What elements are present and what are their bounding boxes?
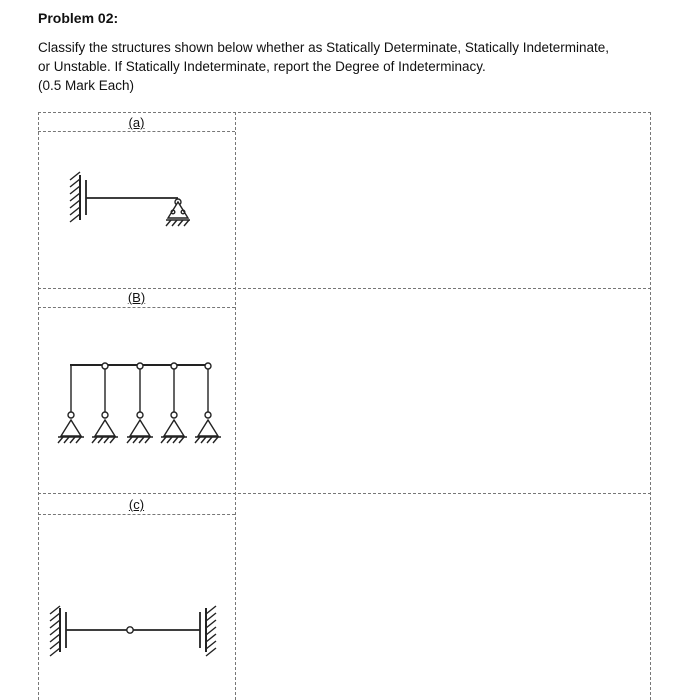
internal-hinge-c <box>127 627 133 633</box>
structure-c <box>50 606 216 656</box>
instruction-line-2: or Unstable. If Statically Indeterminate, report the Degree of Indeterminacy. <box>38 59 486 74</box>
pin-support-a <box>166 199 190 226</box>
column-b-2 <box>92 363 118 443</box>
part-b-label: (B) <box>127 290 146 305</box>
part-a-label: (a) <box>128 115 145 130</box>
marks-note: (0.5 Mark Each) <box>38 78 135 93</box>
part-c-label: (c) <box>128 497 145 512</box>
fixed-wall-c-right <box>200 606 216 656</box>
instruction-line-1: Classify the structures shown below whether as Statically Determinate, Statically Indeterminate, <box>38 40 610 55</box>
column-b-3 <box>127 363 153 443</box>
structure-a <box>70 172 190 226</box>
fixed-wall-a <box>70 172 80 222</box>
column-b-4 <box>161 363 187 443</box>
problem-title: Problem 02: <box>38 10 119 26</box>
column-b-5 <box>195 363 221 443</box>
structure-b <box>58 363 221 443</box>
fixed-wall-c-left <box>50 606 66 656</box>
column-b-1 <box>58 365 84 443</box>
